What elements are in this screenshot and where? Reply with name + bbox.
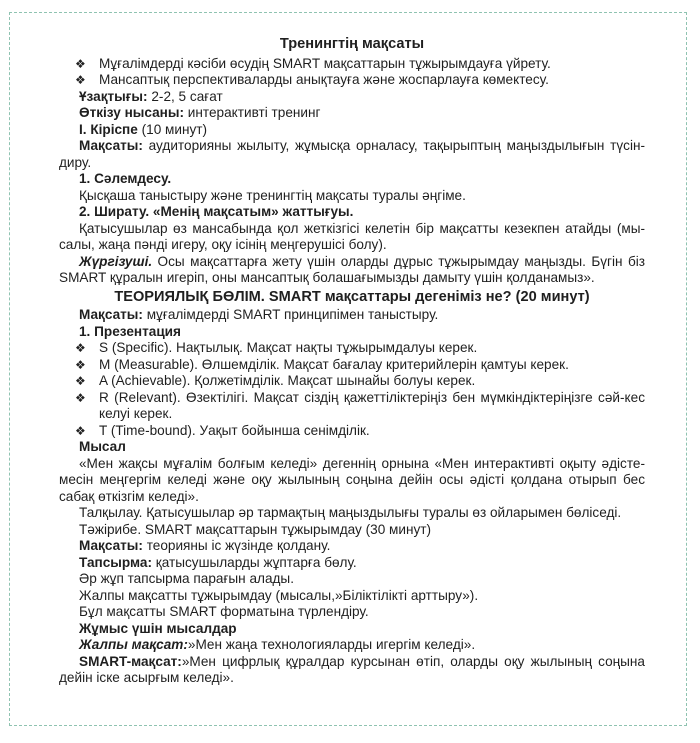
task-line: Тапсырма: қатысушыларды жұптарға бөлу. <box>79 554 357 570</box>
diamond-bullet-icon: ❖ <box>75 357 86 372</box>
general-goal-line: Жалпы мақсат:»Мен жаңа технологияларды игергім келеді». <box>79 637 476 652</box>
diamond-bullet-icon: ❖ <box>75 56 86 71</box>
intro-goal-paragraph: Мақсаты: аудиторияны жылыту, жұмысқа орналасу, тақырыптың маңыздылығын түсін-диру. <box>59 138 645 170</box>
diamond-bullet-icon: ❖ <box>75 341 86 355</box>
example-heading: Мысал <box>79 439 126 454</box>
diamond-bullet-icon: ❖ <box>75 73 86 87</box>
smart-item: ❖ A (Achievable). Қолжетімділік. Мақсат шынайы болуы керек. <box>75 373 476 388</box>
goal-item: ❖ Мұғалімдерді кәсіби өсудің SMART мақсаттарын тұжырымдауға үйрету. <box>75 55 551 71</box>
practice-line: Тәжірибе. SMART мақсаттарын тұжырымдау (30 минут) <box>79 521 432 537</box>
theory-section-title: ТЕОРИЯЛЫҚ БӨЛІМ. SMART мақсаттары дегеніміз не? (20 минут) <box>114 288 590 305</box>
work-examples-heading: Жұмыс үшін мысалдар <box>79 620 237 636</box>
task-step: Әр жұп тапсырма парағын алады. <box>79 571 294 586</box>
practice-goal-line: Мақсаты: теорияны іс жүзінде қолдану. <box>79 538 331 553</box>
format-line: Өткізу нысаны: интерактивті тренинг <box>79 105 321 120</box>
goal-item: ❖ Мансаптық перспективаларды анықтауға және жоспарлауға көмектесу. <box>75 72 549 87</box>
diamond-bullet-icon: ❖ <box>75 423 86 438</box>
smart-item: ❖ M (Measurable). Өлшемділік. Мақсат бағалау критерийлерін қамтуы керек. <box>75 356 569 372</box>
diamond-bullet-icon: ❖ <box>75 390 86 405</box>
smart-item: ❖ R (Relevant). Өзектілігі. Мақсат сіздің қажеттіліктеріңіз бен мүмкіндіктеріңізге сәй-кес келуі керек. <box>75 389 645 421</box>
warmup-text: Қатысушылар өз мансабында қол жеткізгісі келетін бір мақсатты кезекпен атайды (мы-салы, жаңа пәнді игеру, оқу ісінің меңгерушісі болу). <box>59 220 645 252</box>
smart-item: ❖ S (Specific). Нақтылық. Мақсат нақты тұжырымдалуы керек. <box>75 340 478 355</box>
greeting-text: Қысқаша таныстыру және тренингтің мақсаты туралы әңгіме. <box>79 187 466 203</box>
intro-line: I. Кіріспе (10 минут) <box>79 121 208 137</box>
task-step: Бұл мақсатты SMART форматына түрлендіру. <box>79 604 369 619</box>
diamond-bullet-icon: ❖ <box>75 374 86 388</box>
greeting-heading: 1. Сәлемдесу. <box>79 171 172 186</box>
task-step: Жалпы мақсатты тұжырымдау (мысалы,»Біліктілікті арттыру»). <box>79 587 479 603</box>
discussion-line: Талқылау. Қатысушылар әр тармақтың маңыздылығы туралы өз ойларымен бөліседі. <box>79 505 622 520</box>
theory-goal-line: Мақсаты: мұғалімдерді SMART принципімен таныстыру. <box>79 307 439 322</box>
smart-item: ❖ T (Time-bound). Уақыт бойынша сенімділік. <box>75 422 370 438</box>
training-goal-title: Тренингтің мақсаты <box>279 36 425 52</box>
warmup-heading: 2. Ширату. «Менің мақсатым» жаттығуы. <box>79 204 354 219</box>
presentation-heading: 1. Презентация <box>79 323 181 339</box>
leader-paragraph: Жүргізуші. Осы мақсаттарға жету үшін оларды дұрыс тұжырымдау маңызды. Бүгін біз SMART құралын игеріп, оны мансаптық болашағымызды дамыту үшін қолданамыз». <box>59 253 645 285</box>
smart-goal-paragraph: SMART-мақсат:»Мен цифрлық құралдар курсынан өтіп, оларды оқу жылының соңына дейін іске асырғым келеді». <box>59 653 645 685</box>
document-body <box>59 36 645 687</box>
duration-line: Ұзақтығы: 2-2, 5 сағат <box>79 88 223 104</box>
example-text: «Мен жақсы мұғалім болғым келеді» дегеннің орнына «Мен интерактивті оқыту әдісте-месін меңгергім келеді және оқу жылының соңына дейін осы әдісті қолдана отырып бес сабақ өткізгім келеді». <box>59 455 645 504</box>
